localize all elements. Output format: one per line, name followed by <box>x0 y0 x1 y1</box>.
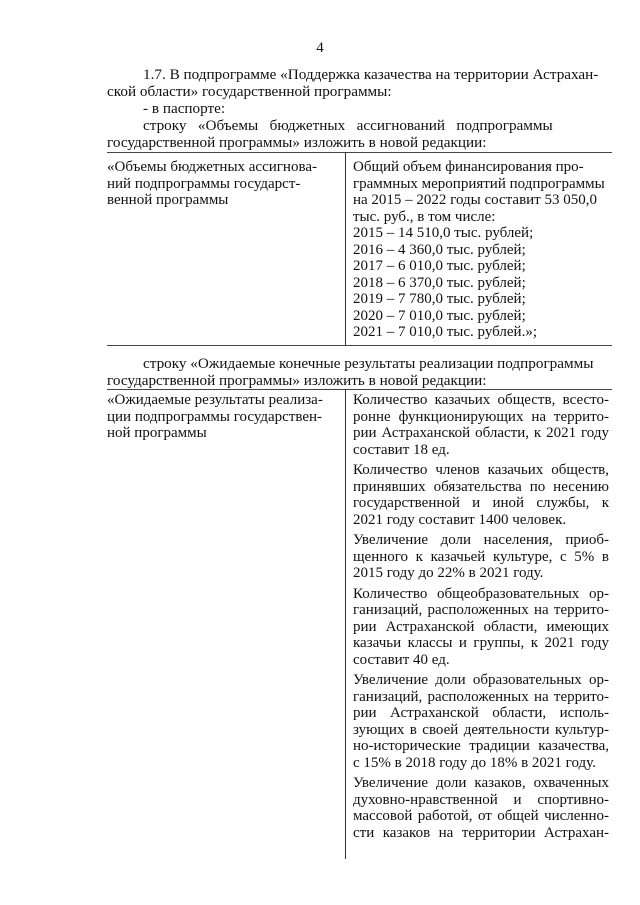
result-paragraph-1 <box>353 392 609 458</box>
result-line: с 15% в 2018 году до 18% в 2021 году. <box>353 754 596 771</box>
result-line: Увеличение доли образовательных ор- <box>353 672 609 688</box>
intro-line-2: ской области» государственной программы: <box>107 83 392 100</box>
result-line: Количество общеобразовательных ор- <box>353 585 609 602</box>
table1-left-cell <box>107 159 342 209</box>
table1-right-line: тыс. руб., в том числе: <box>353 208 496 225</box>
table2-left-line: «Ожидаемые результаты реализа- <box>107 392 323 408</box>
result-line: составит 40 ед. <box>353 651 450 668</box>
table1-left-line: ний подпрограммы государст- <box>107 175 301 192</box>
result-line: Количество казачьих обществ, всесто- <box>353 392 609 408</box>
result-line: ганизаций, расположенных на террито- <box>353 688 609 705</box>
result-line: зующих в своей деятельности культур- <box>353 721 609 738</box>
intro-line-1: 1.7. В подпрограмме «Поддержка казачества на территории Астрахан- <box>143 66 599 83</box>
result-line: ганизаций, расположенных на террито- <box>353 602 609 618</box>
result-paragraph-6 <box>353 775 609 841</box>
result-line: рии Астраханской области, к 2021 году <box>353 425 609 441</box>
result-line: Увеличение доли населения, приоб- <box>353 532 609 548</box>
table1-left-line: венной программы <box>107 192 229 208</box>
table2-top-rule <box>107 389 612 390</box>
table1-right-line: 2015 – 14 510,0 тыс. рублей; <box>353 225 534 241</box>
mid-line-2: государственной программы» изложить в новой редакции: <box>107 372 487 389</box>
page-number: 4 <box>316 40 324 56</box>
table1-right-line: 2019 – 7 780,0 тыс. рублей; <box>353 291 526 307</box>
intro-line-5: государственной программы» изложить в новой редакции: <box>107 134 487 151</box>
table1-right-line: 2021 – 7 010,0 тыс. рублей.»; <box>353 324 537 340</box>
table1-right-cell <box>353 159 609 341</box>
result-paragraph-2 <box>353 462 609 528</box>
result-line: духовно-нравственной и спортивно- <box>353 791 609 808</box>
result-line: 2021 году составит 1400 человек. <box>353 511 567 528</box>
result-line: казачьи классы и группы, к 2021 году <box>353 635 609 651</box>
table1-right-line: 2020 – 7 010,0 тыс. рублей; <box>353 307 526 324</box>
result-line: Количество членов казачьих обществ, <box>353 462 609 478</box>
result-line: ронне функционирующих на террито- <box>353 408 609 425</box>
result-line: сти казаков на территории Астрахан- <box>353 824 609 841</box>
table2-left-cell <box>107 392 342 442</box>
result-paragraph-4 <box>353 586 609 669</box>
intro-line-3: - в паспорте: <box>143 100 226 117</box>
result-line: Увеличение доли казаков, охваченных <box>353 775 609 791</box>
table1-bottom-rule <box>107 345 612 346</box>
result-line: щенного к казачьей культуре, с 5% в <box>353 548 609 565</box>
result-line: но-исторические традиции казачества, <box>353 738 609 754</box>
table2-right-cell <box>353 392 609 841</box>
table1-right-line: 2018 – 6 370,0 тыс. рублей; <box>353 274 526 291</box>
result-paragraph-5 <box>353 672 609 771</box>
table2-left-line: ции подпрограммы государствен- <box>107 408 323 425</box>
table1-right-line: 2016 – 4 360,0 тыс. рублей; <box>353 241 526 258</box>
result-line: государственной и иной службы, к <box>353 495 609 511</box>
table1-left-line: «Объемы бюджетных ассигнова- <box>107 159 317 175</box>
result-line: рии Астраханской области, имеющих <box>353 618 609 635</box>
table2-column-divider <box>345 389 346 859</box>
result-line: 2015 году до 22% в 2021 году. <box>353 565 544 581</box>
result-line: принявших обязательства по несению <box>353 478 609 495</box>
table1-right-line: граммных мероприятий подпрограммы <box>353 175 605 192</box>
result-line: рии Астраханской области, исполь- <box>353 705 609 721</box>
table1-column-divider <box>345 152 346 345</box>
mid-line-1: строку «Ожидаемые конечные результаты реализации подпрограммы <box>143 355 594 372</box>
result-line: массовой работой, от общей численно- <box>353 808 609 824</box>
result-line: составит 18 ед. <box>353 441 450 458</box>
table2-left-line: ной программы <box>107 425 207 441</box>
table1-right-line: 2017 – 6 010,0 тыс. рублей; <box>353 258 526 274</box>
table1-right-line: Общий объем финансирования про- <box>353 159 584 175</box>
table1-top-rule <box>107 152 612 153</box>
table1-right-line: на 2015 – 2022 годы составит 53 050,0 <box>353 192 597 208</box>
intro-line-4: строку «Объемы бюджетных ассигнований подпрограммы <box>143 117 553 134</box>
result-paragraph-3 <box>353 532 609 582</box>
